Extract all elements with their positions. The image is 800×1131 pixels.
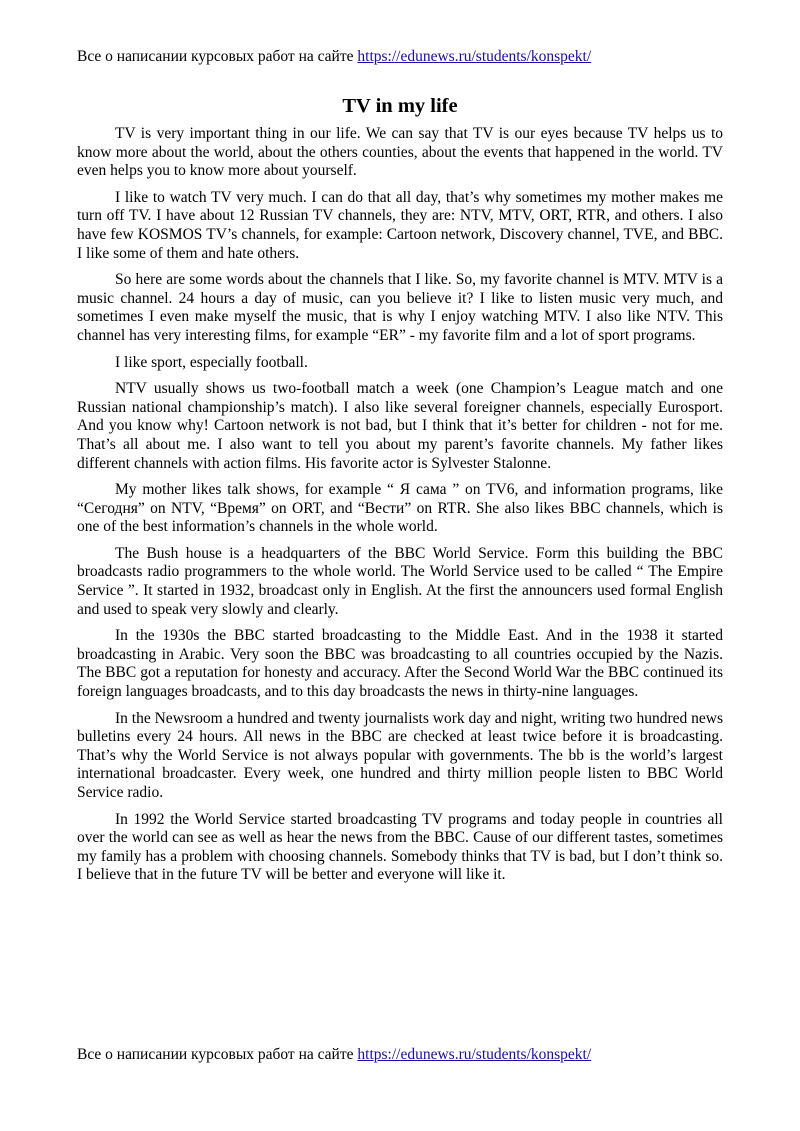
footer-text: Все о написании курсовых работ на сайте — [77, 1046, 358, 1063]
paragraph: The Bush house is a headquarters of the BBC World Service. Form this building the BBC broadcasts radio programmers to the whole world. The World Service used to be called “ The Empire Service ”. It started in 1932, broadcast only in English. At the first the announcers used formal English and used to speak very slowly and clearly. — [77, 544, 723, 618]
paragraph: So here are some words about the channels that I like. So, my favorite channel is MTV. MTV is a music channel. 24 hours a day of music, can you believe it? I like to listen music very much, and sometimes I even make myself the music, that is why I enjoy watching MTV. I also like NTV. This channel has very interesting films, for example “ER” - my favorite film and a lot of sport programs. — [77, 271, 723, 344]
paragraph: My mother likes talk shows, for example “ Я сама ” on TV6, and information programs, like “Сегодня” on NTV, “Время” on ORT, and “Вести” on RTR. She also likes BBC channels, which is one of the best information’s channels in the whole world. — [77, 481, 723, 536]
paragraph: TV is very important thing in our life. We can say that TV is our eyes because TV helps us to know more about the world, about the others counties, about the events that happened in the world. TV even helps you to know more about yourself. — [77, 125, 723, 180]
header-text: Все о написании курсовых работ на сайте — [77, 48, 358, 65]
paragraph: NTV usually shows us two-football match a week (one Champion’s League match and one Russian national championship’s match). I also like several foreigner channels, especially Eurosport. And you know why! Cartoon network is not bad, but I think that it’s better for children - not for me. That’s all about me. I also want to tell you about my parent’s favorite channels. My father likes different channels with action films. His favorite actor is Sylvester Stalonne. — [77, 380, 723, 472]
document-title: TV in my life — [342, 95, 458, 117]
document-body — [77, 125, 723, 893]
footer-link[interactable]: https://edunews.ru/students/konspekt/ — [357, 1046, 592, 1063]
paragraph: I like to watch TV very much. I can do that all day, that’s why sometimes my mother makes me turn off TV. I have about 12 Russian TV channels, they are: NTV, MTV, ORT, RTR, and others. I also have few KOSMOS TV’s channels, for example: Cartoon network, Discovery channel, TVE, and BBC. I like some of them and hate others. — [77, 188, 723, 262]
paragraph: In the Newsroom a hundred and twenty journalists work day and night, writing two hundred news bulletins every 24 hours. All news in the BBC are checked at least twice before it is broadcasting. That’s why the World Service is not always popular with governments. The bb is the world’s largest international broadcaster. Every week, one hundred and thirty million people listen to BBC World Service radio. — [77, 709, 723, 801]
paragraph: In 1992 the World Service started broadcasting TV programs and today people in countries all over the world can see as well as hear the news from the BBC. Cause of our different tastes, sometimes my family has a problem with choosing channels. Somebody thinks that TV is bad, but I don’t think so. I believe that in the future TV will be better and everyone will like it. — [77, 810, 723, 884]
page-footer — [77, 1045, 591, 1065]
header-link[interactable]: https://edunews.ru/students/konspekt/ — [357, 48, 592, 65]
paragraph: I like sport, especially football. — [115, 353, 308, 371]
paragraph: In the 1930s the BBC started broadcasting to the Middle East. And in the 1938 it started broadcasting in Arabic. Very soon the BBC was broadcasting to all countries occupied by the Nazis. The BBC got a reputation for honesty and accuracy. After the Second World War the BBC continued its foreign languages broadcasts, and to this day broadcasts the news in thirty-nine languages. — [77, 627, 723, 701]
page-header — [77, 47, 591, 67]
